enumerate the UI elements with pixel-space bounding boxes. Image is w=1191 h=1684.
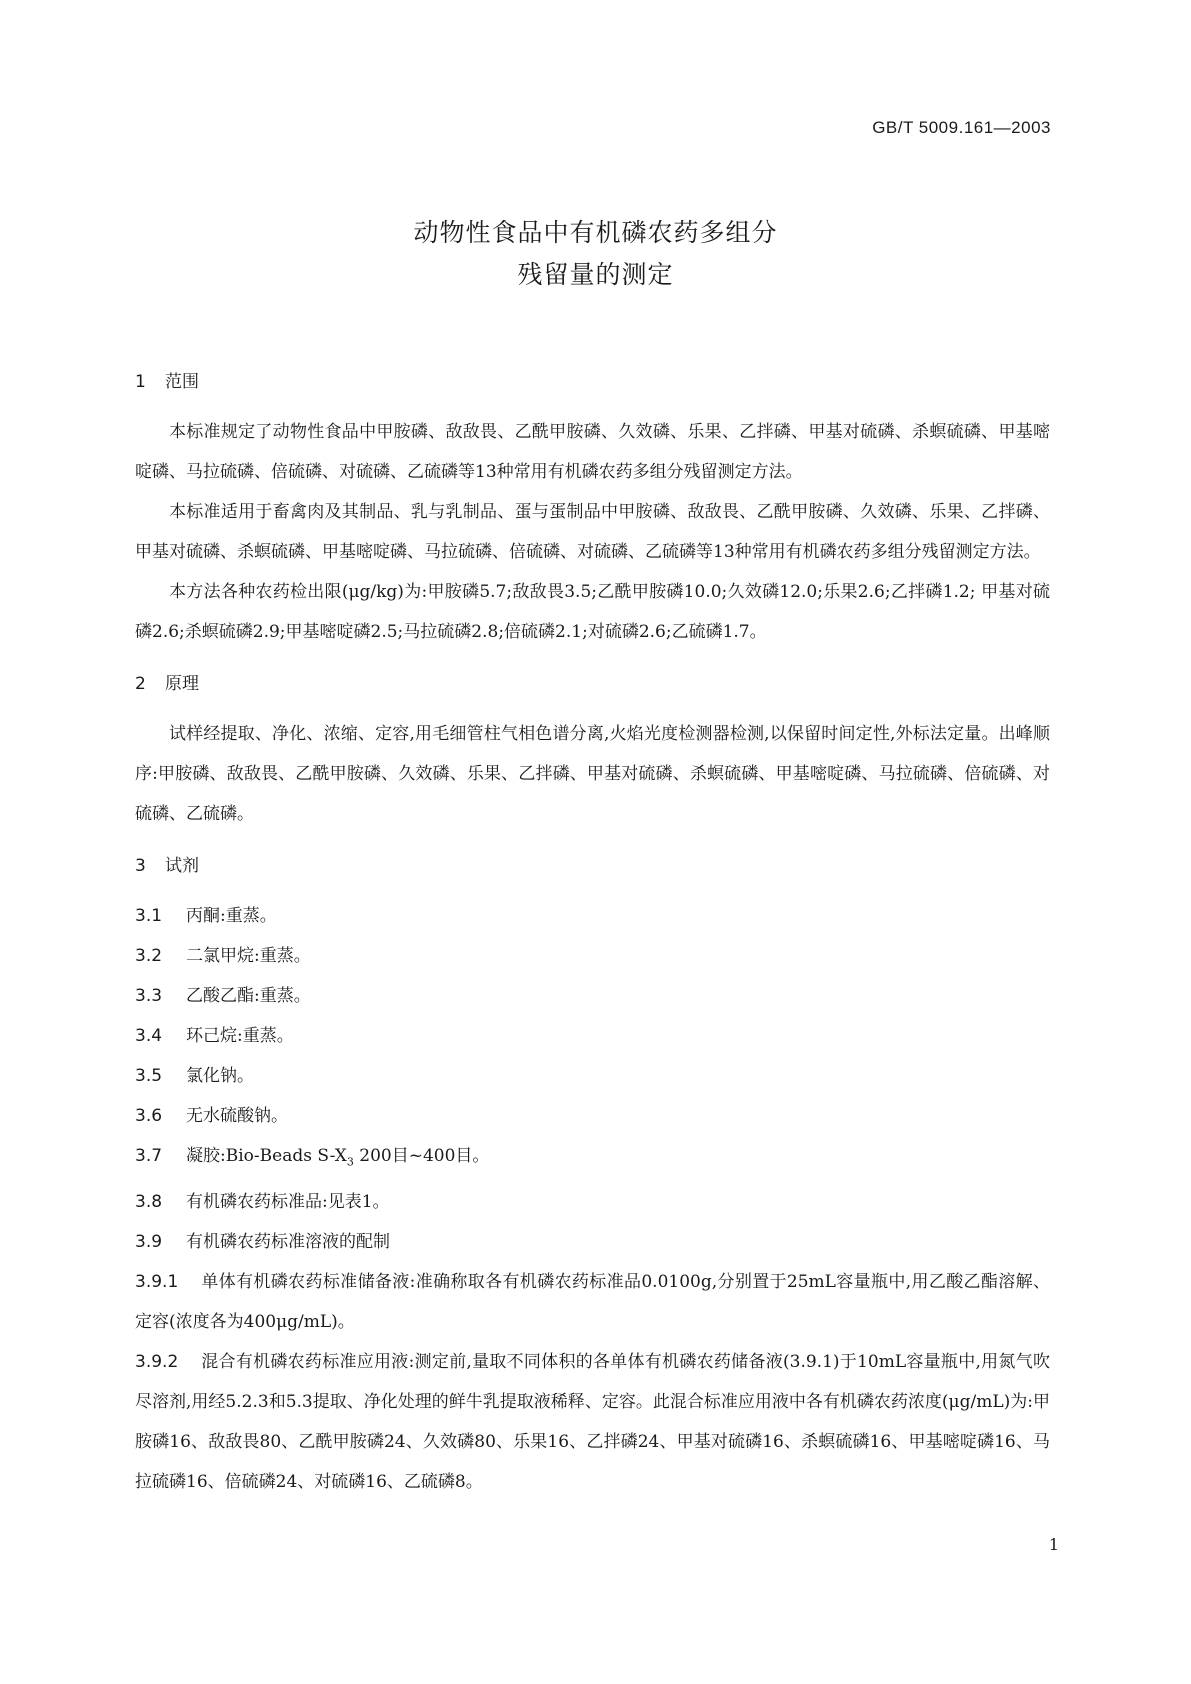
sub-clause-item — [135, 1262, 1050, 1342]
clause-text: 无水硫酸钠。 — [186, 1106, 288, 1126]
clause-item — [135, 1222, 1050, 1262]
clause-text: 有机磷农药标准品:见表1。 — [186, 1192, 390, 1213]
section-number: 3 — [135, 856, 146, 876]
paragraph: 本方法各种农药检出限(μg/kg)为:甲胺磷5.7;敌敌畏3.5;乙酰甲胺磷10.0;久效磷12.0;乐果2.6;乙拌磷1.2; 甲基对硫磷2.6;杀螟硫磷2.9;甲基嘧啶磷2.5;马拉硫磷2.8;倍硫磷2.1;对硫磷2.6;乙硫磷1.7。 — [135, 582, 1050, 642]
standard-code: GB/T 5009.161—2003 — [872, 118, 1051, 137]
clause-number: 3.2 — [135, 946, 163, 966]
section-heading-principle — [135, 664, 1050, 704]
clause-item — [135, 1096, 1050, 1136]
clause-text: 单体有机磷农药标准储备液:准确称取各有机磷农药标准品0.0100g,分别置于25mL容量瓶中,用乙酸乙酯溶解、定容(浓度各为400μg/mL)。 — [135, 1272, 1050, 1333]
paragraph: 本标准适用于畜禽肉及其制品、乳与乳制品、蛋与蛋制品中甲胺磷、敌敌畏、乙酰甲胺磷、久效磷、乐果、乙拌磷、甲基对硫磷、杀螟硫磷、甲基嘧啶磷、马拉硫磷、倍硫磷、对硫磷、乙硫磷等13种常用有机磷农药多组分残留测定方法。 — [135, 502, 1050, 562]
clause-number: 3.8 — [135, 1192, 163, 1213]
clause-number: 3.3 — [135, 986, 163, 1006]
clause-item — [135, 1016, 1050, 1056]
section-heading-reagents — [135, 846, 1050, 886]
clause-number: 3.1 — [135, 906, 163, 926]
clause-item — [135, 1056, 1050, 1096]
section-title: 试剂 — [165, 856, 199, 876]
title-line-2: 残留量的测定 — [517, 260, 674, 289]
clause-text: 有机磷农药标准溶液的配制 — [186, 1232, 390, 1253]
clause-subscript: 3 — [346, 1155, 354, 1169]
clause-item — [135, 976, 1050, 1016]
clause-number: 3.5 — [135, 1066, 163, 1086]
clause-text: 二氯甲烷:重蒸。 — [186, 946, 311, 966]
clause-text: 混合有机磷农药标准应用液:测定前,量取不同体积的各单体有机磷农药储备液(3.9.1)于10mL容量瓶中,用氮气吹尽溶剂,用经5.2.3和5.3提取、净化处理的鲜牛乳提取液稀释、定容。此混合标准应用液中各有机磷农药浓度(μg/mL)为:甲胺磷16、敌敌畏80、乙酰甲胺磷24、久效磷80、乐果16、乙拌磷24、甲基对硫磷16、杀螟硫磷16、甲基嘧啶磷16、马拉硫磷16、倍硫磷24、对硫磷16、乙硫磷8。 — [135, 1352, 1050, 1493]
section-number: 2 — [135, 674, 146, 694]
clause-text: 凝胶:Bio-Beads S-X — [186, 1146, 347, 1166]
clause-text: 乙酸乙酯:重蒸。 — [186, 986, 311, 1006]
section-heading-scope — [135, 362, 1050, 402]
document-title — [0, 212, 1191, 296]
title-line-1: 动物性食品中有机磷农药多组分 — [413, 218, 778, 247]
clause-number: 3.6 — [135, 1106, 163, 1126]
section-number: 1 — [135, 372, 146, 392]
paragraph: 试样经提取、净化、浓缩、定容,用毛细管柱气相色谱分离,火焰光度检测器检测,以保留时间定性,外标法定量。出峰顺序:甲胺磷、敌敌畏、乙酰甲胺磷、久效磷、乐果、乙拌磷、甲基对硫磷、杀螟硫磷、甲基嘧啶磷、马拉硫磷、倍硫磷、对硫磷、乙硫磷。 — [135, 724, 1050, 824]
clause-item — [135, 936, 1050, 976]
clause-number: 3.9 — [135, 1232, 163, 1253]
paragraph: 本标准规定了动物性食品中甲胺磷、敌敌畏、乙酰甲胺磷、久效磷、乐果、乙拌磷、甲基对硫磷、杀螟硫磷、甲基嘧啶磷、马拉硫磷、倍硫磷、对硫磷、乙硫磷等13种常用有机磷农药多组分残留测定方法。 — [135, 422, 1050, 482]
clause-item — [135, 896, 1050, 936]
clause-text: 氯化钠。 — [186, 1066, 254, 1086]
clause-item — [135, 1182, 1050, 1222]
clause-text: 环己烷:重蒸。 — [186, 1026, 294, 1046]
clause-number: 3.9.1 — [135, 1272, 179, 1293]
clause-number: 3.7 — [135, 1146, 163, 1166]
clause-number: 3.9.2 — [135, 1352, 179, 1373]
clause-number: 3.4 — [135, 1026, 163, 1046]
clause-item — [135, 1136, 1050, 1182]
clause-text: 丙酮:重蒸。 — [186, 906, 277, 926]
document-body — [135, 362, 1050, 1502]
section-title: 范围 — [165, 372, 199, 392]
sub-clause-item — [135, 1342, 1050, 1502]
page-number: 1 — [1048, 1535, 1059, 1554]
section-title: 原理 — [165, 674, 199, 694]
clause-text: 200目~400目。 — [353, 1146, 490, 1166]
